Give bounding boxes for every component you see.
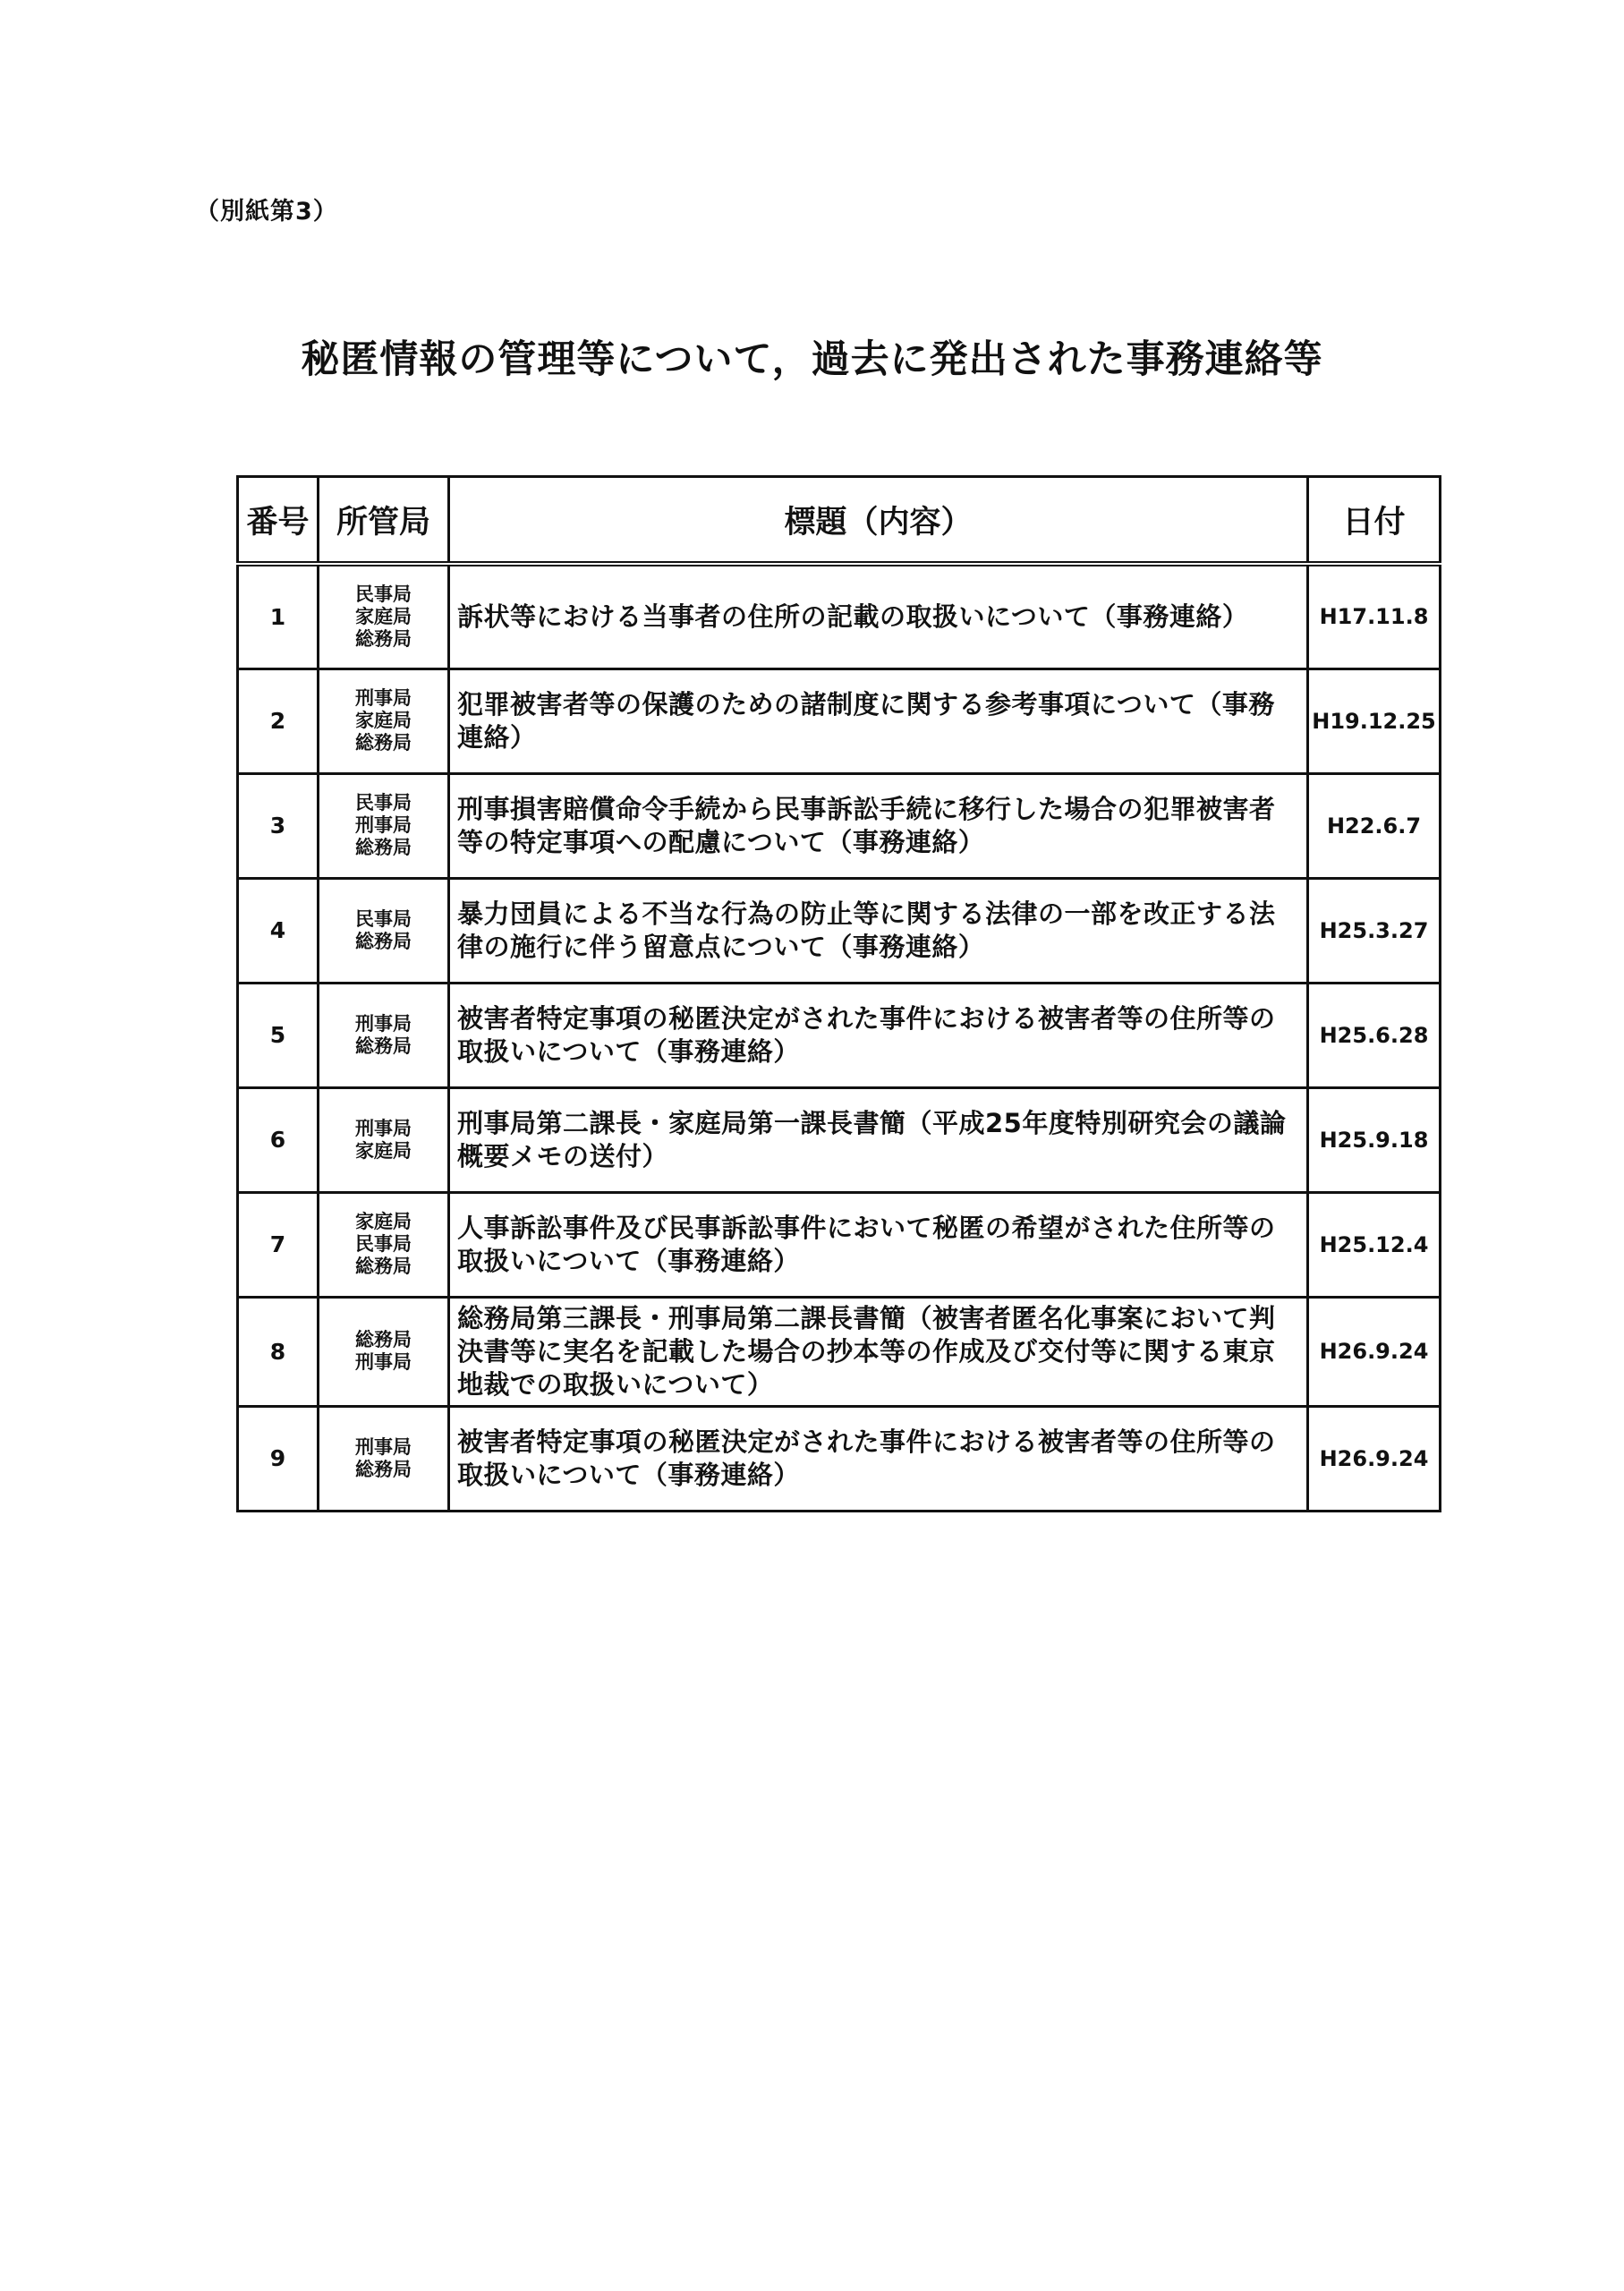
table-row (238, 773, 1441, 878)
row-date: H26.9.24 (1308, 1297, 1441, 1406)
department-name: 総務局 (355, 1329, 412, 1350)
department-name: 総務局 (355, 627, 412, 650)
row-number: 4 (238, 878, 319, 983)
row-subject: 被害者特定事項の秘匿決定がされた事件における被害者等の住所等の取扱いについて（事務連絡） (449, 1406, 1308, 1511)
department-name: 刑事局 (355, 1117, 412, 1139)
department-name: 民事局 (355, 583, 412, 605)
row-number: 1 (238, 564, 319, 669)
department-name: 刑事局 (355, 1435, 412, 1458)
row-date: H22.6.7 (1308, 773, 1441, 878)
row-departments (319, 1192, 449, 1297)
row-date: H19.12.25 (1308, 669, 1441, 773)
row-date: H25.12.4 (1308, 1192, 1441, 1297)
row-departments (319, 878, 449, 983)
row-date: H25.9.18 (1308, 1087, 1441, 1192)
row-subject: 被害者特定事項の秘匿決定がされた事件における被害者等の住所等の取扱いについて（事務連絡） (449, 983, 1308, 1087)
department-name: 総務局 (355, 837, 412, 858)
table-row (238, 1087, 1441, 1192)
department-name: 刑事局 (355, 1012, 412, 1035)
row-number: 6 (238, 1087, 319, 1192)
row-subject: 訴状等における当事者の住所の記載の取扱いについて（事務連絡） (449, 564, 1308, 669)
table-row (238, 564, 1441, 669)
header-date: 日付 (1308, 477, 1441, 565)
department-name: 総務局 (355, 1458, 412, 1480)
department-name: 民事局 (355, 792, 412, 813)
table-row (238, 669, 1441, 773)
annex-label: （別紙第3） (195, 198, 338, 226)
table-row (238, 1297, 1441, 1406)
row-departments (319, 1297, 449, 1406)
row-number: 3 (238, 773, 319, 878)
department-name: 家庭局 (355, 1211, 412, 1232)
row-departments (319, 1406, 449, 1511)
table-row (238, 983, 1441, 1087)
table-row (238, 1192, 1441, 1297)
department-name: 家庭局 (355, 710, 412, 731)
row-number: 8 (238, 1297, 319, 1406)
department-name: 総務局 (355, 930, 412, 952)
row-subject: 暴力団員による不当な行為の防止等に関する法律の一部を改正する法律の施行に伴う留意点について（事務連絡） (449, 878, 1308, 983)
row-subject: 人事訴訟事件及び民事訴訟事件において秘匿の希望がされた住所等の取扱いについて（事務連絡） (449, 1192, 1308, 1297)
row-subject: 総務局第三課長・刑事局第二課長書簡（被害者匿名化事案において判決書等に実名を記載した場合の抄本等の作成及び交付等に関する東京地裁での取扱いについて） (449, 1297, 1308, 1406)
row-departments (319, 669, 449, 773)
department-name: 総務局 (355, 1035, 412, 1057)
department-name: 刑事局 (355, 687, 412, 709)
department-name: 総務局 (355, 732, 412, 754)
row-subject: 犯罪被害者等の保護のための諸制度に関する参考事項について（事務連絡） (449, 669, 1308, 773)
row-subject: 刑事損害賠償命令手続から民事訴訟手続に移行した場合の犯罪被害者等の特定事項への配慮について（事務連絡） (449, 773, 1308, 878)
row-date: H25.3.27 (1308, 878, 1441, 983)
table-row (238, 1406, 1441, 1511)
table-header-row (238, 477, 1441, 565)
department-name: 家庭局 (355, 605, 412, 627)
header-subject: 標題（内容） (449, 477, 1308, 565)
notices-table (236, 475, 1441, 1512)
row-number: 2 (238, 669, 319, 773)
department-name: 刑事局 (355, 1351, 412, 1373)
table-row (238, 878, 1441, 983)
row-number: 7 (238, 1192, 319, 1297)
department-name: 総務局 (355, 1256, 412, 1277)
department-name: 民事局 (355, 907, 412, 930)
document-title: 秘匿情報の管理等について，過去に発出された事務連絡等 (301, 337, 1323, 382)
row-departments (319, 564, 449, 669)
department-name: 家庭局 (355, 1139, 412, 1162)
row-departments (319, 1087, 449, 1192)
row-departments (319, 983, 449, 1087)
row-departments (319, 773, 449, 878)
row-date: H26.9.24 (1308, 1406, 1441, 1511)
header-number: 番号 (238, 477, 319, 565)
header-department: 所管局 (319, 477, 449, 565)
department-name: 民事局 (355, 1233, 412, 1255)
row-subject: 刑事局第二課長・家庭局第一課長書簡（平成25年度特別研究会の議論概要メモの送付） (449, 1087, 1308, 1192)
department-name: 刑事局 (355, 814, 412, 836)
row-number: 5 (238, 983, 319, 1087)
row-date: H25.6.28 (1308, 983, 1441, 1087)
row-number: 9 (238, 1406, 319, 1511)
row-date: H17.11.8 (1308, 564, 1441, 669)
